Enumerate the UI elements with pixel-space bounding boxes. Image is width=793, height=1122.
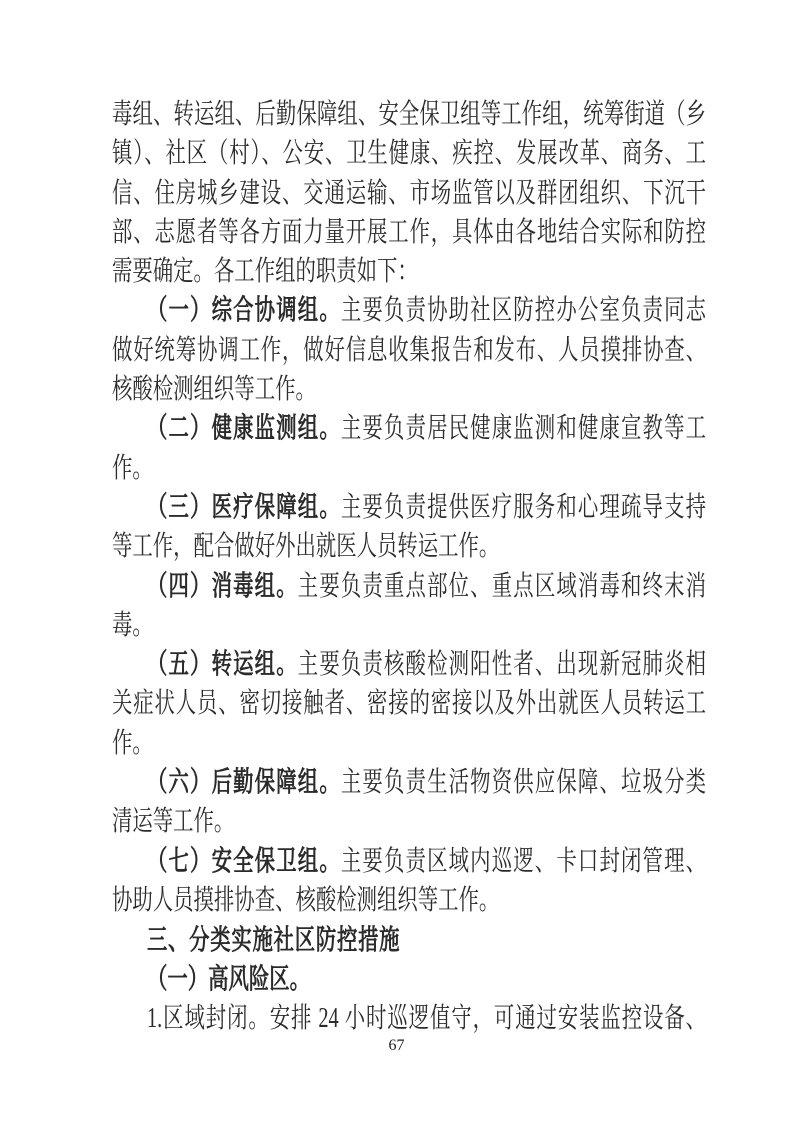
- text-run: 主要负责生活物资供应保障、垃圾分类: [340, 767, 707, 799]
- bold-text-run: （三）医疗保障组。: [146, 491, 341, 523]
- text-run: 部、志愿者等各方面力量开展工作，具体由各地结合实际和防控: [112, 216, 707, 248]
- text-line: [112, 449, 706, 488]
- document-text-block: [112, 95, 706, 1038]
- text-run: 毒组、转运组、后勤保障组、安全保卫组等工作组，统筹街道（乡: [112, 99, 707, 130]
- text-line: [112, 213, 706, 252]
- text-line: [112, 527, 706, 566]
- text-run: 清运等工作。: [112, 806, 235, 838]
- text-run: 信、住房城乡建设、交通运输、市场监管以及群团组织、下沉干: [112, 177, 707, 209]
- text-line: [112, 999, 706, 1038]
- text-run: 主要负责区域内巡逻、卡口封闭管理、: [340, 845, 707, 877]
- text-line: [112, 409, 706, 448]
- text-line: [112, 645, 706, 684]
- bold-text-run: （七）安全保卫组。: [146, 845, 341, 877]
- text-line: [112, 370, 706, 409]
- text-line: [112, 567, 706, 606]
- text-run: 主要负责协助社区防控办公室负责同志: [340, 295, 707, 327]
- page-number: 67: [388, 1037, 405, 1054]
- bold-text-run: （六）后勤保障组。: [146, 767, 341, 799]
- text-line: [112, 724, 706, 763]
- text-line: [112, 881, 706, 920]
- text-run: 作。: [112, 452, 153, 484]
- section-heading: [112, 920, 706, 959]
- text-run: 主要负责居民健康监测和健康宣教等工: [340, 413, 707, 445]
- text-line: [112, 684, 706, 723]
- text-run: 主要负责重点部位、重点区域消毒和终末消: [297, 570, 707, 602]
- text-line: [112, 252, 706, 291]
- text-line: [112, 802, 706, 841]
- text-run: 主要负责核酸检测阳性者、出现新冠肺炎相: [297, 649, 707, 681]
- text-line: [112, 291, 706, 330]
- text-run: 核酸检测组织等工作。: [112, 374, 316, 406]
- subsection-heading: [112, 960, 706, 999]
- bold-text-run: （一）综合协调组。: [146, 295, 341, 327]
- text-line: [112, 488, 706, 527]
- text-run: 做好统筹协调工作，做好信息收集报告和发布、人员摸排协查、: [112, 334, 707, 366]
- bold-text-run: 三、分类实施社区防控措施: [146, 924, 401, 956]
- text-run: 镇）、社区（村）、公安、卫生健康、疾控、发展改革、商务、工: [112, 138, 707, 170]
- bold-text-run: （五）转运组。: [146, 649, 298, 681]
- text-line: [112, 95, 706, 134]
- text-line: [112, 174, 706, 213]
- text-line: [112, 331, 706, 370]
- text-line: [112, 134, 706, 173]
- text-run: 1.区域封闭。安排 24 小时巡逻值守，可通过安装监控设备、: [146, 1002, 707, 1034]
- text-run: 作。: [112, 727, 153, 759]
- text-run: 主要负责提供医疗服务和心理疏导支持: [340, 491, 707, 523]
- text-run: 等工作，配合做好外出就医人员转运工作。: [112, 531, 500, 563]
- bold-text-run: （一）高风险区。: [146, 963, 311, 995]
- text-line: [112, 842, 706, 881]
- text-run: 毒。: [112, 609, 153, 641]
- bold-text-run: （二）健康监测组。: [146, 413, 341, 445]
- text-run: 关症状人员、密切接触者、密接的密接以及外出就医人员转运工: [112, 688, 707, 720]
- text-line: [112, 606, 706, 645]
- text-line: [112, 763, 706, 802]
- text-run: 协助人员摸排协查、核酸检测组织等工作。: [112, 884, 500, 916]
- text-run: 需要确定。各工作组的职责如下：: [112, 256, 418, 288]
- bold-text-run: （四）消毒组。: [146, 570, 298, 602]
